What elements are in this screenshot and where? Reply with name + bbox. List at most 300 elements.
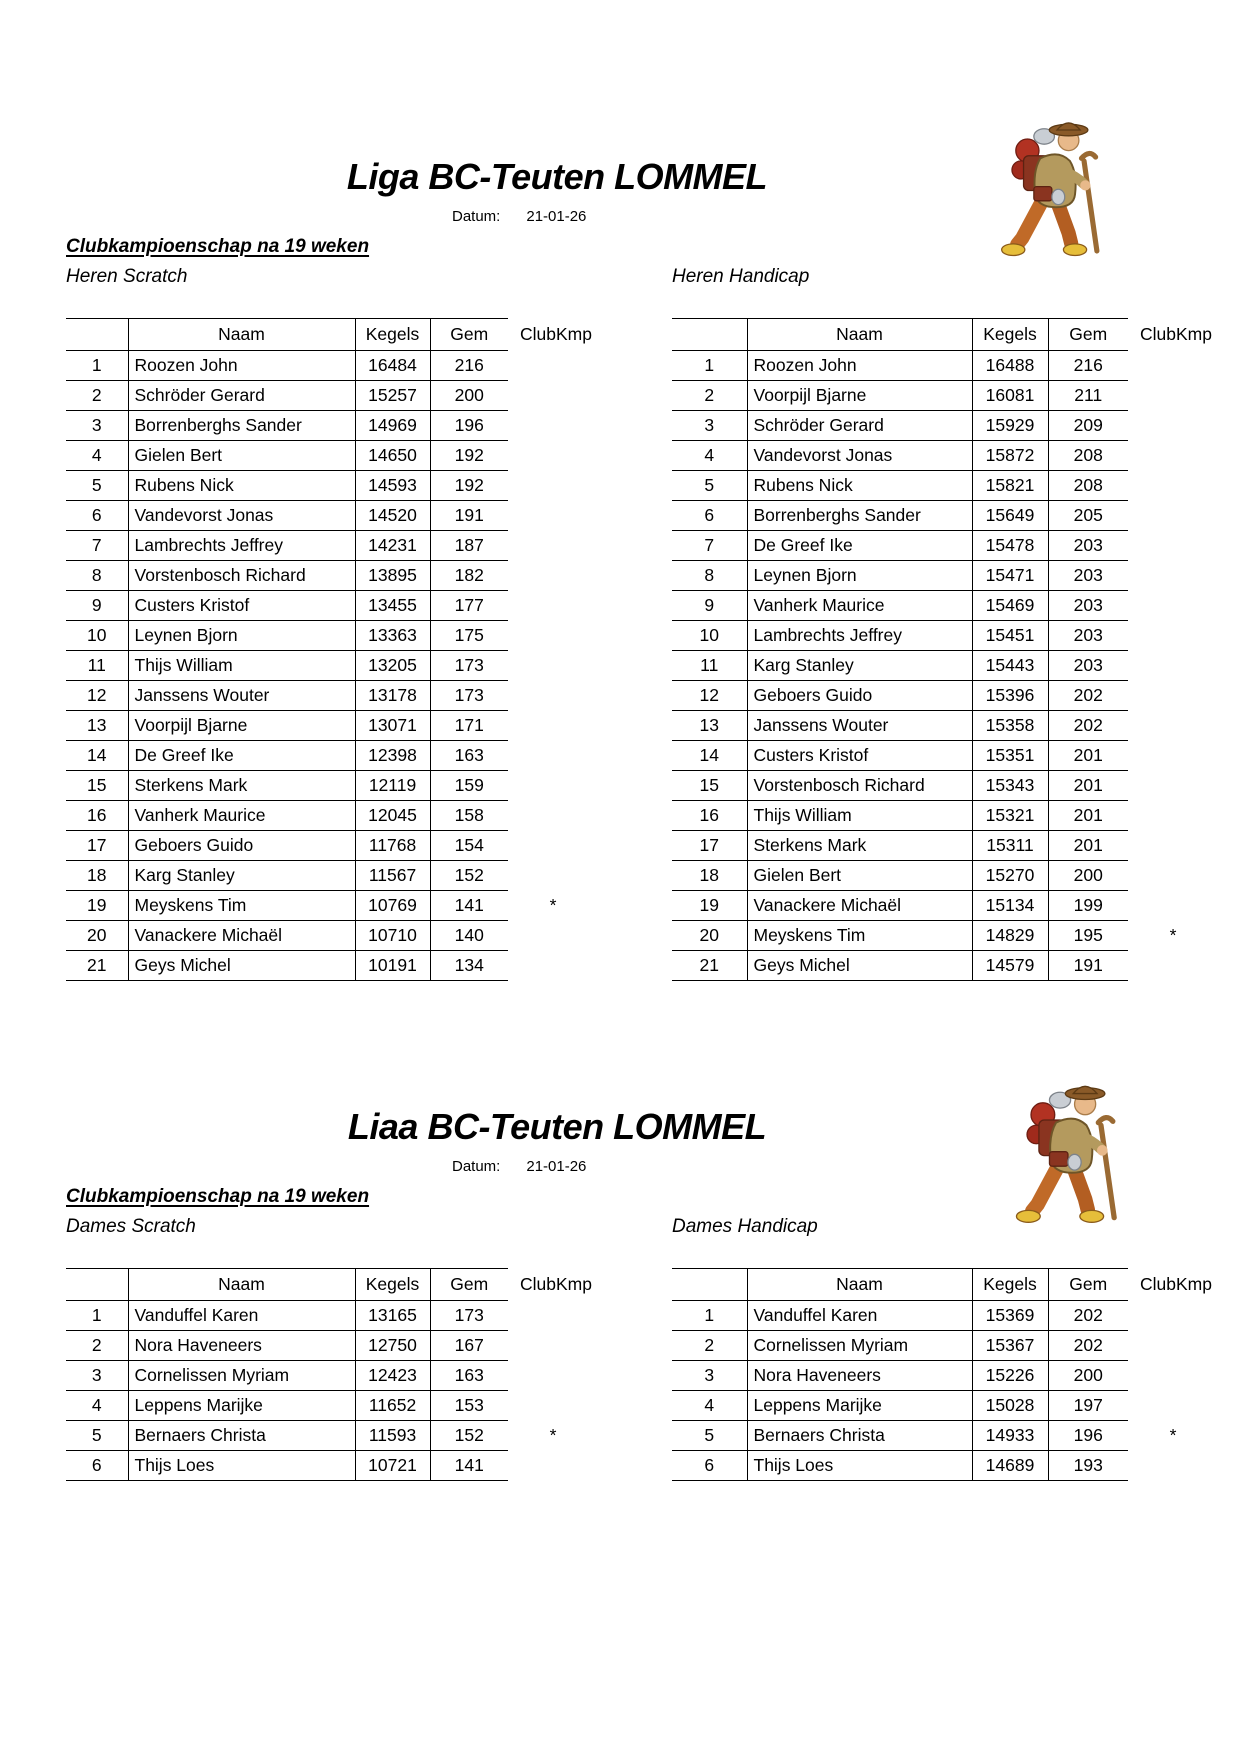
gem-cell: 200 (1048, 861, 1128, 891)
kegels-cell: 15396 (972, 681, 1048, 711)
rank-cell: 4 (672, 1391, 747, 1421)
gem-cell: 152 (430, 861, 508, 891)
gem-cell: 163 (430, 741, 508, 771)
rank-cell: 17 (66, 831, 128, 861)
table-row (672, 1451, 1218, 1481)
rank-cell: 12 (66, 681, 128, 711)
name-cell: Leppens Marijke (128, 1391, 355, 1421)
gem-cell: 201 (1048, 831, 1128, 861)
page-title: Liaa BC-Teuten LOMMEL (347, 1106, 767, 1147)
kegels-cell: 11567 (355, 861, 430, 891)
column-header-rank (672, 319, 747, 351)
column-header-rank (672, 1269, 747, 1301)
name-cell: Leynen Bjorn (128, 621, 355, 651)
gem-cell: 202 (1048, 681, 1128, 711)
clubkmp-flag-cell (508, 381, 598, 411)
table-row (66, 1391, 598, 1421)
clubkmp-flag-cell (508, 1451, 598, 1481)
clubkmp-flag-cell (1128, 471, 1218, 501)
name-cell: Vandevorst Jonas (128, 501, 355, 531)
rank-cell: 5 (672, 471, 747, 501)
gem-cell: 140 (430, 921, 508, 951)
name-cell: Vanduffel Karen (128, 1301, 355, 1331)
table-row (66, 831, 598, 861)
name-cell: Geboers Guido (128, 831, 355, 861)
kegels-cell: 15270 (972, 861, 1048, 891)
table-row (66, 891, 598, 921)
table-row (672, 411, 1218, 441)
name-cell: Schröder Gerard (128, 381, 355, 411)
name-cell: Schröder Gerard (747, 411, 972, 441)
rank-cell: 1 (672, 351, 747, 381)
name-cell: Meyskens Tim (747, 921, 972, 951)
table-row (672, 771, 1218, 801)
gem-cell: 205 (1048, 501, 1128, 531)
datum-label: Datum: (452, 1158, 501, 1175)
table-header-row (672, 1269, 1218, 1301)
name-cell: Rubens Nick (747, 471, 972, 501)
ranking-table-heren-scratch (66, 318, 598, 981)
rank-cell: 11 (672, 651, 747, 681)
kegels-cell: 11768 (355, 831, 430, 861)
gem-cell: 201 (1048, 771, 1128, 801)
gem-cell: 203 (1048, 621, 1128, 651)
rank-cell: 20 (66, 921, 128, 951)
rank-cell: 6 (672, 501, 747, 531)
clubkmp-flag-cell (508, 711, 598, 741)
rank-cell: 3 (66, 411, 128, 441)
table-row (672, 801, 1218, 831)
kegels-cell: 16081 (972, 381, 1048, 411)
gem-cell: 208 (1048, 471, 1128, 501)
gem-cell: 193 (1048, 1451, 1128, 1481)
gem-cell: 173 (430, 1301, 508, 1331)
name-cell: Vanherk Maurice (128, 801, 355, 831)
table-row (66, 681, 598, 711)
rank-cell: 1 (66, 1301, 128, 1331)
rank-cell: 6 (66, 501, 128, 531)
gem-cell: 173 (430, 681, 508, 711)
section-dames (0, 1092, 1241, 1712)
table-row (66, 651, 598, 681)
name-cell: Vorstenbosch Richard (747, 771, 972, 801)
gem-cell: 208 (1048, 441, 1128, 471)
table-row (672, 951, 1218, 981)
column-header-gem: Gem (430, 319, 508, 351)
clubkmp-flag-cell (508, 591, 598, 621)
gem-cell: 197 (1048, 1391, 1128, 1421)
kegels-cell: 10721 (355, 1451, 430, 1481)
gem-cell: 153 (430, 1391, 508, 1421)
name-cell: Voorpijl Bjarne (747, 381, 972, 411)
name-cell: Gielen Bert (747, 861, 972, 891)
gem-cell: 158 (430, 801, 508, 831)
table-row (66, 561, 598, 591)
column-header-clubkmp: ClubKmp (1140, 324, 1212, 344)
name-cell: De Greef Ike (747, 531, 972, 561)
table-row (672, 1391, 1218, 1421)
clubkmp-flag-cell (1128, 831, 1218, 861)
clubkmp-flag-cell (508, 501, 598, 531)
name-cell: Custers Kristof (128, 591, 355, 621)
kegels-cell: 12045 (355, 801, 430, 831)
clubkmp-flag-cell (1128, 591, 1218, 621)
name-cell: Cornelissen Myriam (747, 1331, 972, 1361)
category-heading-heren-handicap: Heren Handicap (672, 266, 810, 287)
rank-cell: 9 (672, 591, 747, 621)
gem-cell: 195 (1048, 921, 1128, 951)
column-header-kegels: Kegels (972, 1269, 1048, 1301)
gem-cell: 191 (430, 501, 508, 531)
gem-cell: 202 (1048, 711, 1128, 741)
kegels-cell: 15226 (972, 1361, 1048, 1391)
table-row (66, 381, 598, 411)
kegels-cell: 15134 (972, 891, 1048, 921)
kegels-cell: 12398 (355, 741, 430, 771)
kegels-cell: 15358 (972, 711, 1048, 741)
table-row (672, 921, 1218, 951)
kegels-cell: 15451 (972, 621, 1048, 651)
gem-cell: 203 (1048, 561, 1128, 591)
gem-cell: 152 (430, 1421, 508, 1451)
kegels-cell: 13363 (355, 621, 430, 651)
clubkmp-flag-cell (1128, 501, 1218, 531)
name-cell: Gielen Bert (128, 441, 355, 471)
table-row (66, 1331, 598, 1361)
kegels-cell: 15311 (972, 831, 1048, 861)
gem-cell: 175 (430, 621, 508, 651)
ranking-table-heren-handicap (672, 318, 1218, 981)
clubkmp-flag-cell (1128, 741, 1218, 771)
clubkmp-flag-cell (508, 1301, 598, 1331)
table-row (66, 861, 598, 891)
gem-cell: 191 (1048, 951, 1128, 981)
clubkmp-flag-cell (1128, 441, 1218, 471)
name-cell: Vanackere Michaël (128, 921, 355, 951)
rank-cell: 13 (672, 711, 747, 741)
gem-cell: 199 (1048, 891, 1128, 921)
table-row (672, 1421, 1218, 1451)
rank-cell: 8 (66, 561, 128, 591)
gem-cell: 203 (1048, 591, 1128, 621)
table-row (66, 1361, 598, 1391)
gem-cell: 216 (430, 351, 508, 381)
kegels-cell: 13178 (355, 681, 430, 711)
rank-cell: 5 (66, 1421, 128, 1451)
rank-cell: 2 (66, 381, 128, 411)
rank-cell: 12 (672, 681, 747, 711)
clubkmp-flag-cell (508, 741, 598, 771)
table-row (672, 711, 1218, 741)
name-cell: Thijs Loes (128, 1451, 355, 1481)
gem-cell: 211 (1048, 381, 1128, 411)
clubkmp-flag-cell (508, 951, 598, 981)
table-row (672, 621, 1218, 651)
clubkmp-flag-cell (1128, 561, 1218, 591)
name-cell: Vanackere Michaël (747, 891, 972, 921)
clubkmp-flag-cell (508, 561, 598, 591)
table-row (672, 351, 1218, 381)
name-cell: Vanduffel Karen (747, 1301, 972, 1331)
name-cell: Sterkens Mark (747, 831, 972, 861)
name-cell: Geys Michel (747, 951, 972, 981)
table-row (672, 741, 1218, 771)
clubkmp-flag-cell (1128, 1451, 1218, 1481)
kegels-cell: 10769 (355, 891, 430, 921)
gem-cell: 203 (1048, 651, 1128, 681)
clubkmp-flag-cell (508, 921, 598, 951)
clubkmp-flag-cell (508, 771, 598, 801)
clubkmp-flag-cell (1128, 1331, 1218, 1361)
kegels-cell: 15443 (972, 651, 1048, 681)
clubkmp-flag-cell (508, 831, 598, 861)
gem-cell: 154 (430, 831, 508, 861)
kegels-cell: 15028 (972, 1391, 1048, 1421)
table-row (672, 531, 1218, 561)
table-row (66, 441, 598, 471)
name-cell: Nora Haveneers (128, 1331, 355, 1361)
name-cell: Meyskens Tim (128, 891, 355, 921)
clubkmp-flag-cell (508, 621, 598, 651)
rank-cell: 2 (672, 1331, 747, 1361)
kegels-cell: 14689 (972, 1451, 1048, 1481)
rank-cell: 17 (672, 831, 747, 861)
name-cell: De Greef Ike (128, 741, 355, 771)
table-row (66, 951, 598, 981)
gem-cell: 173 (430, 651, 508, 681)
gem-cell: 200 (430, 381, 508, 411)
clubkmp-flag-cell (1128, 681, 1218, 711)
clubkmp-flag-cell (508, 861, 598, 891)
clubkmp-flag-cell (508, 681, 598, 711)
clubkmp-flag-cell (508, 471, 598, 501)
clubkmp-flag-cell: * (1169, 925, 1177, 945)
table-row (672, 831, 1218, 861)
rank-cell: 3 (672, 411, 747, 441)
column-header-rank (66, 319, 128, 351)
rank-cell: 15 (66, 771, 128, 801)
rank-cell: 4 (66, 441, 128, 471)
kegels-cell: 13071 (355, 711, 430, 741)
table-row (672, 441, 1218, 471)
name-cell: Roozen John (747, 351, 972, 381)
column-header-naam: Naam (747, 1269, 972, 1301)
clubkmp-flag-cell (1128, 891, 1218, 921)
clubkmp-flag-cell (508, 531, 598, 561)
kegels-cell: 14520 (355, 501, 430, 531)
kegels-cell: 14969 (355, 411, 430, 441)
rank-cell: 15 (672, 771, 747, 801)
name-cell: Roozen John (128, 351, 355, 381)
table-row (672, 1301, 1218, 1331)
gem-cell: 159 (430, 771, 508, 801)
rank-cell: 14 (66, 741, 128, 771)
kegels-cell: 15478 (972, 531, 1048, 561)
category-heading-dames-scratch: Dames Scratch (66, 1216, 196, 1237)
kegels-cell: 15369 (972, 1301, 1048, 1331)
rank-cell: 7 (66, 531, 128, 561)
clubkmp-flag-cell (1128, 771, 1218, 801)
kegels-cell: 15929 (972, 411, 1048, 441)
clubkmp-flag-cell (1128, 1391, 1218, 1421)
table-row (66, 351, 598, 381)
column-header-kegels: Kegels (355, 1269, 430, 1301)
gem-cell: 209 (1048, 411, 1128, 441)
gem-cell: 187 (430, 531, 508, 561)
column-header-kegels: Kegels (355, 319, 430, 351)
table-row (66, 531, 598, 561)
clubkmp-flag-cell (508, 651, 598, 681)
gem-cell: 196 (430, 411, 508, 441)
category-heading-dames-handicap: Dames Handicap (672, 1216, 818, 1237)
clubkmp-flag-cell (1128, 1361, 1218, 1391)
table-row (672, 471, 1218, 501)
clubkmp-flag-cell (508, 801, 598, 831)
clubkmp-flag-cell: * (549, 1425, 557, 1445)
kegels-cell: 14829 (972, 921, 1048, 951)
rank-cell: 9 (66, 591, 128, 621)
name-cell: Janssens Wouter (747, 711, 972, 741)
kegels-cell: 16488 (972, 351, 1048, 381)
gem-cell: 171 (430, 711, 508, 741)
kegels-cell: 13205 (355, 651, 430, 681)
name-cell: Geboers Guido (747, 681, 972, 711)
clubkmp-flag-cell: * (1169, 1425, 1177, 1445)
rank-cell: 8 (672, 561, 747, 591)
kegels-cell: 14593 (355, 471, 430, 501)
rank-cell: 10 (672, 621, 747, 651)
table-row (66, 1421, 598, 1451)
table-row (672, 861, 1218, 891)
gem-cell: 216 (1048, 351, 1128, 381)
name-cell: Lambrechts Jeffrey (128, 531, 355, 561)
clubkmp-flag-cell (508, 1331, 598, 1361)
kegels-cell: 15471 (972, 561, 1048, 591)
rank-cell: 13 (66, 711, 128, 741)
name-cell: Thijs William (747, 801, 972, 831)
column-header-gem: Gem (430, 1269, 508, 1301)
gem-cell: 177 (430, 591, 508, 621)
clubkmp-flag-cell (508, 441, 598, 471)
name-cell: Voorpijl Bjarne (128, 711, 355, 741)
kegels-cell: 11593 (355, 1421, 430, 1451)
column-header-clubkmp: ClubKmp (520, 324, 592, 344)
clubkmp-flag-cell (1128, 411, 1218, 441)
name-cell: Leppens Marijke (747, 1391, 972, 1421)
gem-cell: 141 (430, 1451, 508, 1481)
rank-cell: 16 (66, 801, 128, 831)
kegels-cell: 12750 (355, 1331, 430, 1361)
name-cell: Bernaers Christa (747, 1421, 972, 1451)
kegels-cell: 15343 (972, 771, 1048, 801)
gem-cell: 202 (1048, 1331, 1128, 1361)
datum-value: 21-01-26 (526, 1158, 587, 1175)
kegels-cell: 10191 (355, 951, 430, 981)
table-header-row (66, 1269, 598, 1301)
table-row (66, 501, 598, 531)
rank-cell: 5 (672, 1421, 747, 1451)
gem-cell: 200 (1048, 1361, 1128, 1391)
clubkmp-flag-cell (1128, 801, 1218, 831)
kegels-cell: 15321 (972, 801, 1048, 831)
column-header-rank (66, 1269, 128, 1301)
rank-cell: 2 (672, 381, 747, 411)
table-row (672, 1361, 1218, 1391)
clubkmp-flag-cell (508, 1361, 598, 1391)
clubkmp-flag-cell (1128, 1301, 1218, 1331)
rank-cell: 7 (672, 531, 747, 561)
section-heren (0, 142, 1241, 1042)
rank-cell: 21 (66, 951, 128, 981)
gem-cell: 203 (1048, 531, 1128, 561)
gem-cell: 141 (430, 891, 508, 921)
kegels-cell: 15821 (972, 471, 1048, 501)
name-cell: Leynen Bjorn (747, 561, 972, 591)
table-row (672, 501, 1218, 531)
name-cell: Rubens Nick (128, 471, 355, 501)
table-row (672, 381, 1218, 411)
name-cell: Nora Haveneers (747, 1361, 972, 1391)
table-row (66, 471, 598, 501)
gem-cell: 201 (1048, 741, 1128, 771)
clubkmp-flag-cell: * (549, 895, 557, 915)
clubkmp-flag-cell (508, 411, 598, 441)
rank-cell: 6 (66, 1451, 128, 1481)
rank-cell: 16 (672, 801, 747, 831)
kegels-cell: 12423 (355, 1361, 430, 1391)
datum-label: Datum: (452, 208, 501, 225)
kegels-cell: 16484 (355, 351, 430, 381)
table-row (66, 801, 598, 831)
name-cell: Custers Kristof (747, 741, 972, 771)
rank-cell: 10 (66, 621, 128, 651)
kegels-cell: 15649 (972, 501, 1048, 531)
kegels-cell: 15351 (972, 741, 1048, 771)
page-title: Liga BC-Teuten LOMMEL (346, 156, 768, 197)
clubkmp-flag-cell (1128, 951, 1218, 981)
name-cell: Sterkens Mark (128, 771, 355, 801)
name-cell: Janssens Wouter (128, 681, 355, 711)
column-header-clubkmp: ClubKmp (1140, 1274, 1212, 1294)
name-cell: Karg Stanley (747, 651, 972, 681)
kegels-cell: 10710 (355, 921, 430, 951)
table-row (672, 1331, 1218, 1361)
rank-cell: 20 (672, 921, 747, 951)
rank-cell: 18 (672, 861, 747, 891)
rank-cell: 19 (672, 891, 747, 921)
kegels-cell: 13165 (355, 1301, 430, 1331)
column-header-gem: Gem (1048, 1269, 1128, 1301)
kegels-cell: 14579 (972, 951, 1048, 981)
name-cell: Vorstenbosch Richard (128, 561, 355, 591)
kegels-cell: 11652 (355, 1391, 430, 1421)
table-row (66, 1451, 598, 1481)
table-header-row (672, 319, 1218, 351)
rank-cell: 4 (672, 441, 747, 471)
rank-cell: 2 (66, 1331, 128, 1361)
name-cell: Thijs Loes (747, 1451, 972, 1481)
kegels-cell: 15257 (355, 381, 430, 411)
subtitle-clubkampioenschap: Clubkampioenschap na 19 weken (66, 1186, 370, 1207)
rank-cell: 14 (672, 741, 747, 771)
kegels-cell: 12119 (355, 771, 430, 801)
clubkmp-flag-cell (1128, 651, 1218, 681)
rank-cell: 6 (672, 1451, 747, 1481)
gem-cell: 134 (430, 951, 508, 981)
table-row (66, 741, 598, 771)
table-row (672, 891, 1218, 921)
name-cell: Thijs William (128, 651, 355, 681)
